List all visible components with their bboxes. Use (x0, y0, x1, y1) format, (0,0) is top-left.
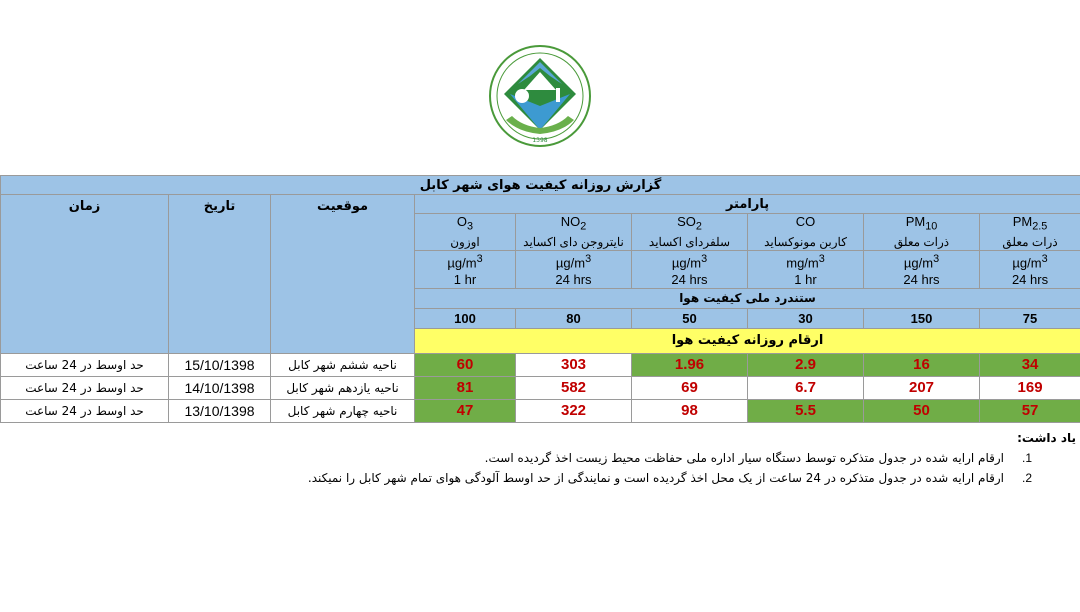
row-date: 13/10/1398 (169, 399, 271, 422)
note-number: 2. (1021, 471, 1032, 485)
row-date: 14/10/1398 (169, 376, 271, 399)
standard-pm25: 75 (980, 308, 1080, 328)
unit-co: $mg/m^3$ 1 hr (748, 250, 864, 288)
param-o3: $O_3$ اوزون (415, 214, 516, 251)
value-o3: 47 (415, 399, 516, 422)
value-no2: 322 (516, 399, 632, 422)
value-co: 6.7 (748, 376, 864, 399)
note-number: 1. (1021, 451, 1032, 465)
air-quality-table (0, 175, 1080, 423)
note-item (2, 448, 1032, 468)
value-so2: 69 (632, 376, 748, 399)
row-location: ناحیه ششم شهر کابل (271, 353, 415, 376)
note-text: ارقام ارایه شده در جدول متذکره در 24 ساعت از یک محل اخذ گردیده است و نمایندگی از حد اوسط آلودگی هوای تمام شهر کابل را نمیکند. (307, 471, 1004, 485)
report-title: گزارش روزانه کیفیت هوای شهر کابل (1, 176, 1080, 195)
unit-o3: $\mu g/m^3$ 1 hr (415, 250, 516, 288)
value-pm10: 16 (864, 353, 980, 376)
header-time: زمان (1, 195, 169, 354)
standard-o3: 100 (415, 308, 516, 328)
row-date: 15/10/1398 (169, 353, 271, 376)
value-no2: 582 (516, 376, 632, 399)
unit-pm25: $\mu g/m^3$ 24 hrs (980, 250, 1080, 288)
note-text: ارقام ارایه شده در جدول متذکره توسط دستگاه سیار اداره ملی حفاظت محیط زیست اخذ گردیده است. (484, 451, 1004, 465)
param-pm25: $PM_{2.5}$ ذرات معلق (980, 214, 1080, 251)
header-parameter: پارامتر (415, 195, 1080, 214)
param-no2: $NO_2$ نایتروجن دای اکساید (516, 214, 632, 251)
param-so2: $SO_2$ سلفردای اکساید (632, 214, 748, 251)
unit-so2: $\mu g/m^3$ 24 hrs (632, 250, 748, 288)
value-pm25: 34 (980, 353, 1080, 376)
notes-title: یاد داشت: (1017, 431, 1076, 445)
standard-so2: 50 (632, 308, 748, 328)
row-location: ناحیه یازدهم شهر کابل (271, 376, 415, 399)
param-pm10: $PM_{10}$ ذرات معلق (864, 214, 980, 251)
standard-pm10: 150 (864, 308, 980, 328)
row-time: حد اوسط در 24 ساعت (1, 399, 169, 422)
note-item (2, 468, 1032, 488)
unit-no2: $\mu g/m^3$ 24 hrs (516, 250, 632, 288)
table-row (1, 399, 1080, 422)
row-time: حد اوسط در 24 ساعت (1, 353, 169, 376)
row-location: ناحیه چهارم شهر کابل (271, 399, 415, 422)
value-so2: 1.96 (632, 353, 748, 376)
value-pm10: 207 (864, 376, 980, 399)
environment-agency-logo (488, 44, 592, 150)
row-time: حد اوسط در 24 ساعت (1, 376, 169, 399)
table-row (1, 376, 1080, 399)
unit-pm10: $\mu g/m^3$ 24 hrs (864, 250, 980, 288)
value-pm25: 57 (980, 399, 1080, 422)
header-date: تاریخ (169, 195, 271, 354)
value-pm10: 50 (864, 399, 980, 422)
value-co: 2.9 (748, 353, 864, 376)
value-no2: 303 (516, 353, 632, 376)
svg-text:1398: 1398 (532, 137, 548, 144)
daily-title: ارقام روزانه کیفیت هوا (415, 328, 1080, 353)
value-so2: 98 (632, 399, 748, 422)
table-row (1, 353, 1080, 376)
standard-title: ستندرد ملی کیفیت هوا (415, 288, 1080, 308)
standard-co: 30 (748, 308, 864, 328)
value-pm25: 169 (980, 376, 1080, 399)
value-co: 5.5 (748, 399, 864, 422)
notes-section (2, 428, 1076, 488)
standard-no2: 80 (516, 308, 632, 328)
value-o3: 60 (415, 353, 516, 376)
header-location: موقعیت (271, 195, 415, 354)
param-co: CO کاربن مونوکساید (748, 214, 864, 251)
value-o3: 81 (415, 376, 516, 399)
